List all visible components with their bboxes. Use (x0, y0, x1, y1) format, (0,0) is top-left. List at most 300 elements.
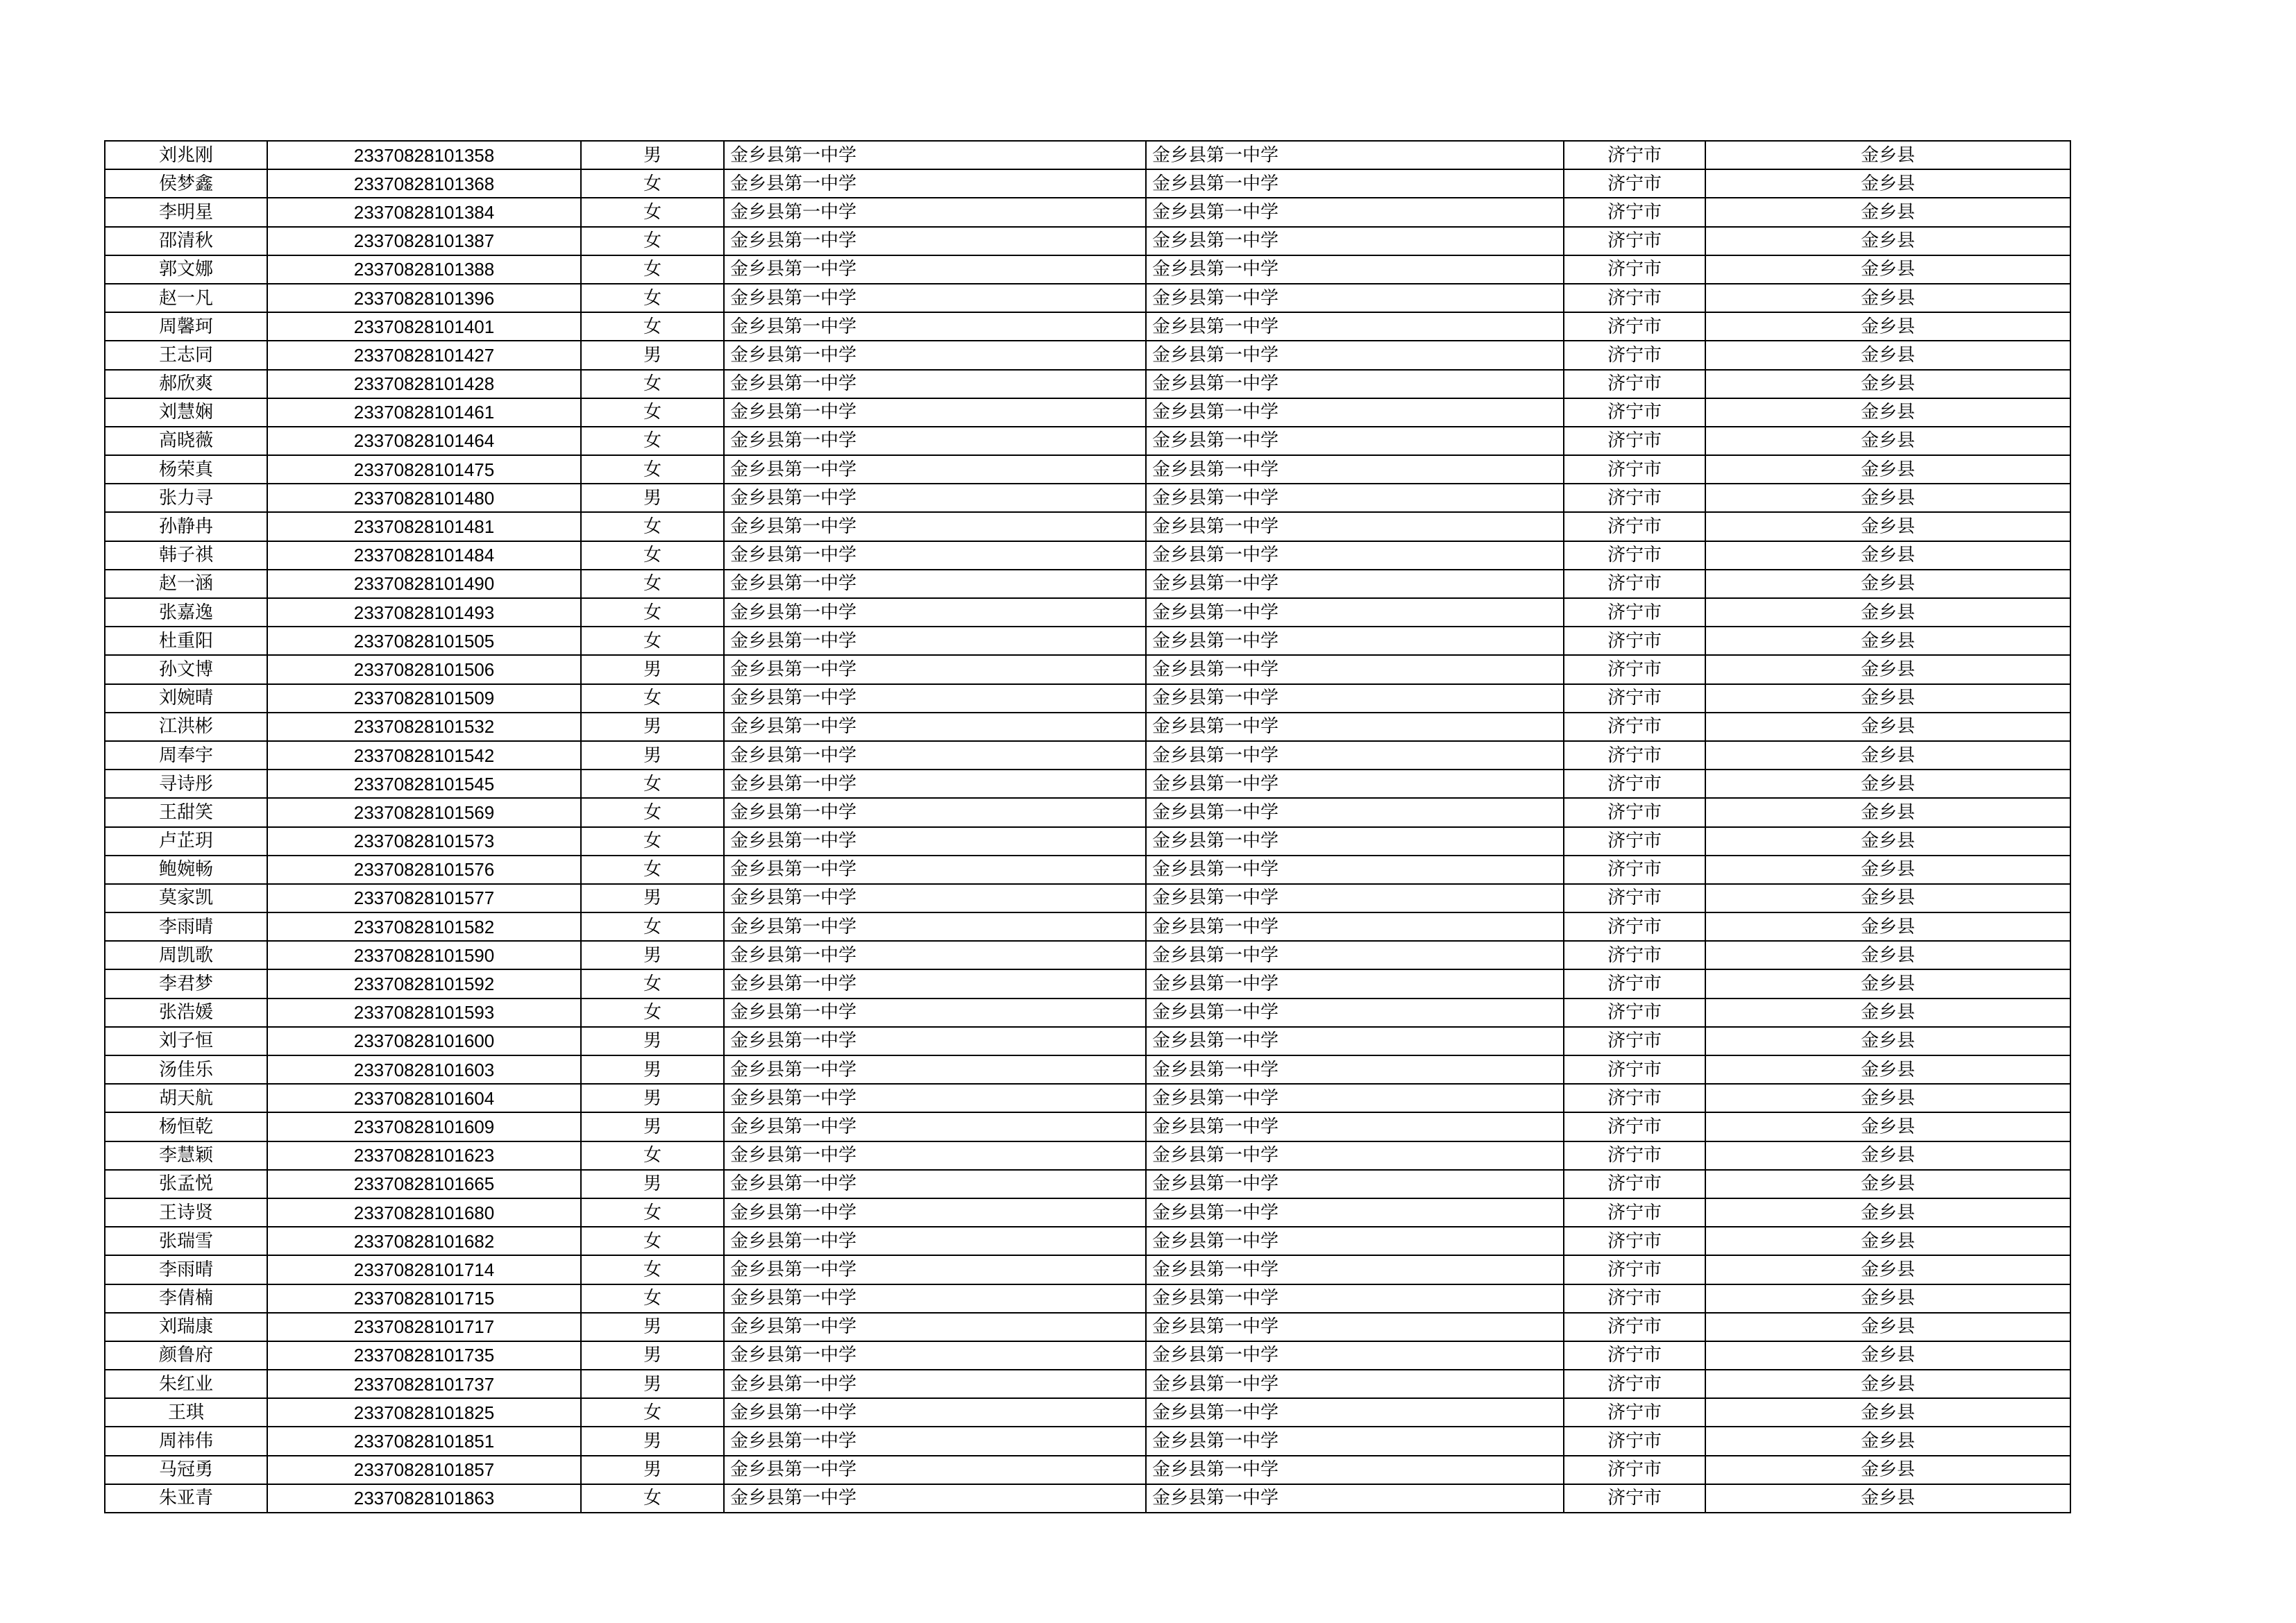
city-cell: 济宁市 (1564, 770, 1705, 798)
table-row (105, 1284, 2070, 1313)
school-cell: 金乡县第一中学 (724, 1170, 1146, 1198)
school-cell: 金乡县第一中学 (724, 1084, 1146, 1112)
city-cell: 济宁市 (1564, 1341, 1705, 1370)
student-name-cell: 赵一涵 (105, 570, 267, 598)
table-row (105, 655, 2070, 683)
table-row (105, 598, 2070, 627)
city-cell: 济宁市 (1564, 427, 1705, 455)
city-cell: 济宁市 (1564, 284, 1705, 312)
county-cell: 金乡县 (1705, 770, 2070, 798)
county-cell: 金乡县 (1705, 570, 2070, 598)
exam-school-cell: 金乡县第一中学 (1146, 912, 1564, 941)
city-cell: 济宁市 (1564, 455, 1705, 484)
exam-id-cell: 23370828101481 (267, 512, 581, 541)
gender-cell: 女 (581, 512, 724, 541)
gender-cell: 男 (581, 1055, 724, 1084)
county-cell: 金乡县 (1705, 398, 2070, 427)
exam-id-cell: 23370828101401 (267, 312, 581, 341)
school-cell: 金乡县第一中学 (724, 370, 1146, 398)
gender-cell: 女 (581, 1284, 724, 1313)
county-cell: 金乡县 (1705, 798, 2070, 826)
school-cell: 金乡县第一中学 (724, 713, 1146, 741)
school-cell: 金乡县第一中学 (724, 398, 1146, 427)
table-row (105, 1227, 2070, 1255)
school-cell: 金乡县第一中学 (724, 427, 1146, 455)
student-name-cell: 邵清秋 (105, 227, 267, 255)
student-name-cell: 刘子恒 (105, 1027, 267, 1055)
exam-school-cell: 金乡县第一中学 (1146, 1398, 1564, 1427)
gender-cell: 女 (581, 1484, 724, 1513)
student-name-cell: 杜重阳 (105, 627, 267, 655)
city-cell: 济宁市 (1564, 827, 1705, 856)
school-cell: 金乡县第一中学 (724, 598, 1146, 627)
gender-cell: 女 (581, 827, 724, 856)
table-row (105, 341, 2070, 369)
table-row (105, 770, 2070, 798)
county-cell: 金乡县 (1705, 1170, 2070, 1198)
student-name-cell: 刘慧娴 (105, 398, 267, 427)
gender-cell: 女 (581, 255, 724, 284)
student-name-cell: 颜鲁府 (105, 1341, 267, 1370)
exam-id-cell: 23370828101714 (267, 1255, 581, 1284)
exam-id-cell: 23370828101490 (267, 570, 581, 598)
gender-cell: 男 (581, 1341, 724, 1370)
school-cell: 金乡县第一中学 (724, 541, 1146, 570)
exam-school-cell: 金乡县第一中学 (1146, 741, 1564, 770)
exam-id-cell: 23370828101464 (267, 427, 581, 455)
table-row (105, 627, 2070, 655)
exam-school-cell: 金乡县第一中学 (1146, 1055, 1564, 1084)
exam-id-cell: 23370828101532 (267, 713, 581, 741)
exam-school-cell: 金乡县第一中学 (1146, 198, 1564, 226)
exam-id-cell: 23370828101576 (267, 856, 581, 884)
exam-school-cell: 金乡县第一中学 (1146, 1370, 1564, 1398)
student-name-cell: 莫家凯 (105, 884, 267, 912)
school-cell: 金乡县第一中学 (724, 227, 1146, 255)
school-cell: 金乡县第一中学 (724, 455, 1146, 484)
student-name-cell: 刘婉晴 (105, 684, 267, 713)
student-name-cell: 马冠勇 (105, 1456, 267, 1484)
student-name-cell: 张浩媛 (105, 999, 267, 1027)
table-row (105, 1055, 2070, 1084)
exam-school-cell: 金乡县第一中学 (1146, 1255, 1564, 1284)
exam-id-cell: 23370828101682 (267, 1227, 581, 1255)
county-cell: 金乡县 (1705, 598, 2070, 627)
city-cell: 济宁市 (1564, 1255, 1705, 1284)
gender-cell: 女 (581, 570, 724, 598)
table-row (105, 512, 2070, 541)
exam-id-cell: 23370828101506 (267, 655, 581, 683)
gender-cell: 男 (581, 1427, 724, 1455)
table-row (105, 1456, 2070, 1484)
school-cell: 金乡县第一中学 (724, 1370, 1146, 1398)
city-cell: 济宁市 (1564, 798, 1705, 826)
county-cell: 金乡县 (1705, 541, 2070, 570)
table-row (105, 684, 2070, 713)
student-name-cell: 刘兆刚 (105, 141, 267, 169)
school-cell: 金乡县第一中学 (724, 1141, 1146, 1170)
exam-school-cell: 金乡县第一中学 (1146, 1141, 1564, 1170)
exam-school-cell: 金乡县第一中学 (1146, 655, 1564, 683)
city-cell: 济宁市 (1564, 741, 1705, 770)
city-cell: 济宁市 (1564, 1027, 1705, 1055)
exam-id-cell: 23370828101857 (267, 1456, 581, 1484)
city-cell: 济宁市 (1564, 1370, 1705, 1398)
student-name-cell: 周馨珂 (105, 312, 267, 341)
gender-cell: 女 (581, 370, 724, 398)
table-row (105, 455, 2070, 484)
exam-school-cell: 金乡县第一中学 (1146, 570, 1564, 598)
table-row (105, 1427, 2070, 1455)
exam-id-cell: 23370828101717 (267, 1313, 581, 1341)
gender-cell: 女 (581, 398, 724, 427)
exam-id-cell: 23370828101388 (267, 255, 581, 284)
student-name-cell: 侯梦鑫 (105, 169, 267, 198)
table-row (105, 370, 2070, 398)
gender-cell: 女 (581, 169, 724, 198)
exam-school-cell: 金乡县第一中学 (1146, 1427, 1564, 1455)
table-row (105, 1027, 2070, 1055)
gender-cell: 男 (581, 941, 724, 969)
school-cell: 金乡县第一中学 (724, 1313, 1146, 1341)
school-cell: 金乡县第一中学 (724, 798, 1146, 826)
gender-cell: 女 (581, 227, 724, 255)
student-roster-table (104, 140, 2071, 1513)
city-cell: 济宁市 (1564, 198, 1705, 226)
exam-id-cell: 23370828101358 (267, 141, 581, 169)
school-cell: 金乡县第一中学 (724, 312, 1146, 341)
school-cell: 金乡县第一中学 (724, 741, 1146, 770)
student-name-cell: 李君梦 (105, 969, 267, 998)
city-cell: 济宁市 (1564, 598, 1705, 627)
gender-cell: 男 (581, 655, 724, 683)
student-name-cell: 汤佳乐 (105, 1055, 267, 1084)
school-cell: 金乡县第一中学 (724, 484, 1146, 512)
gender-cell: 男 (581, 741, 724, 770)
city-cell: 济宁市 (1564, 655, 1705, 683)
county-cell: 金乡县 (1705, 198, 2070, 226)
exam-id-cell: 23370828101604 (267, 1084, 581, 1112)
exam-id-cell: 23370828101427 (267, 341, 581, 369)
exam-school-cell: 金乡县第一中学 (1146, 484, 1564, 512)
county-cell: 金乡县 (1705, 284, 2070, 312)
exam-school-cell: 金乡县第一中学 (1146, 627, 1564, 655)
gender-cell: 女 (581, 999, 724, 1027)
school-cell: 金乡县第一中学 (724, 827, 1146, 856)
student-name-cell: 韩子祺 (105, 541, 267, 570)
student-name-cell: 杨荣真 (105, 455, 267, 484)
table-row (105, 1198, 2070, 1227)
student-name-cell: 李倩楠 (105, 1284, 267, 1313)
exam-school-cell: 金乡县第一中学 (1146, 541, 1564, 570)
school-cell: 金乡县第一中学 (724, 1027, 1146, 1055)
table-row (105, 169, 2070, 198)
exam-school-cell: 金乡县第一中学 (1146, 1084, 1564, 1112)
county-cell: 金乡县 (1705, 1255, 2070, 1284)
county-cell: 金乡县 (1705, 370, 2070, 398)
city-cell: 济宁市 (1564, 969, 1705, 998)
student-name-cell: 王诗贤 (105, 1198, 267, 1227)
city-cell: 济宁市 (1564, 141, 1705, 169)
county-cell: 金乡县 (1705, 1198, 2070, 1227)
gender-cell: 男 (581, 713, 724, 741)
exam-school-cell: 金乡县第一中学 (1146, 598, 1564, 627)
exam-school-cell: 金乡县第一中学 (1146, 770, 1564, 798)
gender-cell: 女 (581, 541, 724, 570)
county-cell: 金乡县 (1705, 969, 2070, 998)
table-row (105, 713, 2070, 741)
exam-id-cell: 23370828101368 (267, 169, 581, 198)
gender-cell: 女 (581, 912, 724, 941)
exam-school-cell: 金乡县第一中学 (1146, 1027, 1564, 1055)
school-cell: 金乡县第一中学 (724, 884, 1146, 912)
exam-school-cell: 金乡县第一中学 (1146, 713, 1564, 741)
gender-cell: 男 (581, 341, 724, 369)
gender-cell: 男 (581, 1370, 724, 1398)
exam-school-cell: 金乡县第一中学 (1146, 312, 1564, 341)
exam-school-cell: 金乡县第一中学 (1146, 455, 1564, 484)
city-cell: 济宁市 (1564, 1112, 1705, 1141)
city-cell: 济宁市 (1564, 1198, 1705, 1227)
school-cell: 金乡县第一中学 (724, 570, 1146, 598)
gender-cell: 女 (581, 770, 724, 798)
county-cell: 金乡县 (1705, 312, 2070, 341)
county-cell: 金乡县 (1705, 1112, 2070, 1141)
school-cell: 金乡县第一中学 (724, 512, 1146, 541)
school-cell: 金乡县第一中学 (724, 1427, 1146, 1455)
table-row (105, 141, 2070, 169)
table-row (105, 1341, 2070, 1370)
table-row (105, 284, 2070, 312)
gender-cell: 女 (581, 427, 724, 455)
table-row (105, 1170, 2070, 1198)
city-cell: 济宁市 (1564, 884, 1705, 912)
table-row (105, 227, 2070, 255)
student-name-cell: 孙文博 (105, 655, 267, 683)
city-cell: 济宁市 (1564, 1284, 1705, 1313)
school-cell: 金乡县第一中学 (724, 655, 1146, 683)
table-row (105, 1484, 2070, 1513)
exam-id-cell: 23370828101603 (267, 1055, 581, 1084)
school-cell: 金乡县第一中学 (724, 255, 1146, 284)
county-cell: 金乡县 (1705, 484, 2070, 512)
city-cell: 济宁市 (1564, 370, 1705, 398)
table-row (105, 1370, 2070, 1398)
city-cell: 济宁市 (1564, 1170, 1705, 1198)
gender-cell: 男 (581, 884, 724, 912)
county-cell: 金乡县 (1705, 941, 2070, 969)
student-name-cell: 张瑞雪 (105, 1227, 267, 1255)
county-cell: 金乡县 (1705, 1341, 2070, 1370)
exam-id-cell: 23370828101461 (267, 398, 581, 427)
exam-id-cell: 23370828101577 (267, 884, 581, 912)
exam-school-cell: 金乡县第一中学 (1146, 255, 1564, 284)
county-cell: 金乡县 (1705, 827, 2070, 856)
exam-id-cell: 23370828101735 (267, 1341, 581, 1370)
school-cell: 金乡县第一中学 (724, 999, 1146, 1027)
gender-cell: 男 (581, 1456, 724, 1484)
exam-school-cell: 金乡县第一中学 (1146, 1198, 1564, 1227)
exam-school-cell: 金乡县第一中学 (1146, 1112, 1564, 1141)
county-cell: 金乡县 (1705, 684, 2070, 713)
city-cell: 济宁市 (1564, 227, 1705, 255)
school-cell: 金乡县第一中学 (724, 284, 1146, 312)
roster-body (105, 141, 2070, 1513)
table-row (105, 1313, 2070, 1341)
gender-cell: 男 (581, 1084, 724, 1112)
exam-school-cell: 金乡县第一中学 (1146, 941, 1564, 969)
student-name-cell: 周祎伟 (105, 1427, 267, 1455)
city-cell: 济宁市 (1564, 1141, 1705, 1170)
exam-id-cell: 23370828101851 (267, 1427, 581, 1455)
county-cell: 金乡县 (1705, 169, 2070, 198)
school-cell: 金乡县第一中学 (724, 1055, 1146, 1084)
exam-school-cell: 金乡县第一中学 (1146, 341, 1564, 369)
city-cell: 济宁市 (1564, 1084, 1705, 1112)
school-cell: 金乡县第一中学 (724, 1112, 1146, 1141)
county-cell: 金乡县 (1705, 341, 2070, 369)
table-row (105, 856, 2070, 884)
exam-school-cell: 金乡县第一中学 (1146, 227, 1564, 255)
city-cell: 济宁市 (1564, 684, 1705, 713)
city-cell: 济宁市 (1564, 1427, 1705, 1455)
student-name-cell: 胡天航 (105, 1084, 267, 1112)
school-cell: 金乡县第一中学 (724, 1484, 1146, 1513)
school-cell: 金乡县第一中学 (724, 141, 1146, 169)
gender-cell: 女 (581, 1227, 724, 1255)
student-name-cell: 孙静冉 (105, 512, 267, 541)
student-name-cell: 王琪 (105, 1398, 267, 1427)
student-name-cell: 周凯歌 (105, 941, 267, 969)
gender-cell: 女 (581, 598, 724, 627)
county-cell: 金乡县 (1705, 1055, 2070, 1084)
table-row (105, 312, 2070, 341)
exam-school-cell: 金乡县第一中学 (1146, 370, 1564, 398)
school-cell: 金乡县第一中学 (724, 1398, 1146, 1427)
exam-school-cell: 金乡县第一中学 (1146, 827, 1564, 856)
exam-id-cell: 23370828101505 (267, 627, 581, 655)
county-cell: 金乡县 (1705, 999, 2070, 1027)
exam-id-cell: 23370828101592 (267, 969, 581, 998)
city-cell: 济宁市 (1564, 1456, 1705, 1484)
school-cell: 金乡县第一中学 (724, 1255, 1146, 1284)
exam-school-cell: 金乡县第一中学 (1146, 1170, 1564, 1198)
student-name-cell: 李雨晴 (105, 912, 267, 941)
table-row (105, 912, 2070, 941)
exam-id-cell: 23370828101825 (267, 1398, 581, 1427)
school-cell: 金乡县第一中学 (724, 856, 1146, 884)
school-cell: 金乡县第一中学 (724, 169, 1146, 198)
student-name-cell: 周奉宇 (105, 741, 267, 770)
table-row (105, 941, 2070, 969)
exam-school-cell: 金乡县第一中学 (1146, 1341, 1564, 1370)
exam-school-cell: 金乡县第一中学 (1146, 427, 1564, 455)
school-cell: 金乡县第一中学 (724, 1198, 1146, 1227)
gender-cell: 女 (581, 684, 724, 713)
student-name-cell: 张嘉逸 (105, 598, 267, 627)
gender-cell: 女 (581, 198, 724, 226)
city-cell: 济宁市 (1564, 341, 1705, 369)
county-cell: 金乡县 (1705, 1398, 2070, 1427)
county-cell: 金乡县 (1705, 227, 2070, 255)
city-cell: 济宁市 (1564, 627, 1705, 655)
city-cell: 济宁市 (1564, 912, 1705, 941)
exam-school-cell: 金乡县第一中学 (1146, 999, 1564, 1027)
school-cell: 金乡县第一中学 (724, 341, 1146, 369)
county-cell: 金乡县 (1705, 912, 2070, 941)
city-cell: 济宁市 (1564, 541, 1705, 570)
city-cell: 济宁市 (1564, 999, 1705, 1027)
exam-id-cell: 23370828101428 (267, 370, 581, 398)
exam-school-cell: 金乡县第一中学 (1146, 969, 1564, 998)
student-name-cell: 王志同 (105, 341, 267, 369)
exam-id-cell: 23370828101384 (267, 198, 581, 226)
table-row (105, 541, 2070, 570)
table-row (105, 969, 2070, 998)
exam-school-cell: 金乡县第一中学 (1146, 512, 1564, 541)
county-cell: 金乡县 (1705, 1227, 2070, 1255)
city-cell: 济宁市 (1564, 856, 1705, 884)
county-cell: 金乡县 (1705, 1456, 2070, 1484)
table-row (105, 1255, 2070, 1284)
student-name-cell: 江洪彬 (105, 713, 267, 741)
exam-id-cell: 23370828101680 (267, 1198, 581, 1227)
county-cell: 金乡县 (1705, 741, 2070, 770)
table-row (105, 1141, 2070, 1170)
table-row (105, 398, 2070, 427)
exam-id-cell: 23370828101542 (267, 741, 581, 770)
exam-id-cell: 23370828101545 (267, 770, 581, 798)
exam-school-cell: 金乡县第一中学 (1146, 1227, 1564, 1255)
exam-id-cell: 23370828101609 (267, 1112, 581, 1141)
table-row (105, 1084, 2070, 1112)
exam-school-cell: 金乡县第一中学 (1146, 1284, 1564, 1313)
county-cell: 金乡县 (1705, 1484, 2070, 1513)
school-cell: 金乡县第一中学 (724, 770, 1146, 798)
table-row (105, 1112, 2070, 1141)
county-cell: 金乡县 (1705, 1370, 2070, 1398)
school-cell: 金乡县第一中学 (724, 1456, 1146, 1484)
county-cell: 金乡县 (1705, 427, 2070, 455)
exam-school-cell: 金乡县第一中学 (1146, 798, 1564, 826)
city-cell: 济宁市 (1564, 1398, 1705, 1427)
table-row (105, 198, 2070, 226)
school-cell: 金乡县第一中学 (724, 1227, 1146, 1255)
exam-id-cell: 23370828101396 (267, 284, 581, 312)
city-cell: 济宁市 (1564, 1227, 1705, 1255)
table-row (105, 999, 2070, 1027)
gender-cell: 男 (581, 1170, 724, 1198)
student-name-cell: 张孟悦 (105, 1170, 267, 1198)
exam-id-cell: 23370828101600 (267, 1027, 581, 1055)
gender-cell: 男 (581, 1112, 724, 1141)
student-name-cell: 鲍婉畅 (105, 856, 267, 884)
table-row (105, 570, 2070, 598)
table-row (105, 741, 2070, 770)
exam-id-cell: 23370828101509 (267, 684, 581, 713)
exam-school-cell: 金乡县第一中学 (1146, 398, 1564, 427)
exam-school-cell: 金乡县第一中学 (1146, 856, 1564, 884)
county-cell: 金乡县 (1705, 455, 2070, 484)
gender-cell: 男 (581, 141, 724, 169)
student-name-cell: 刘瑞康 (105, 1313, 267, 1341)
school-cell: 金乡县第一中学 (724, 684, 1146, 713)
exam-id-cell: 23370828101715 (267, 1284, 581, 1313)
city-cell: 济宁市 (1564, 1055, 1705, 1084)
exam-id-cell: 23370828101623 (267, 1141, 581, 1170)
city-cell: 济宁市 (1564, 312, 1705, 341)
gender-cell: 女 (581, 798, 724, 826)
